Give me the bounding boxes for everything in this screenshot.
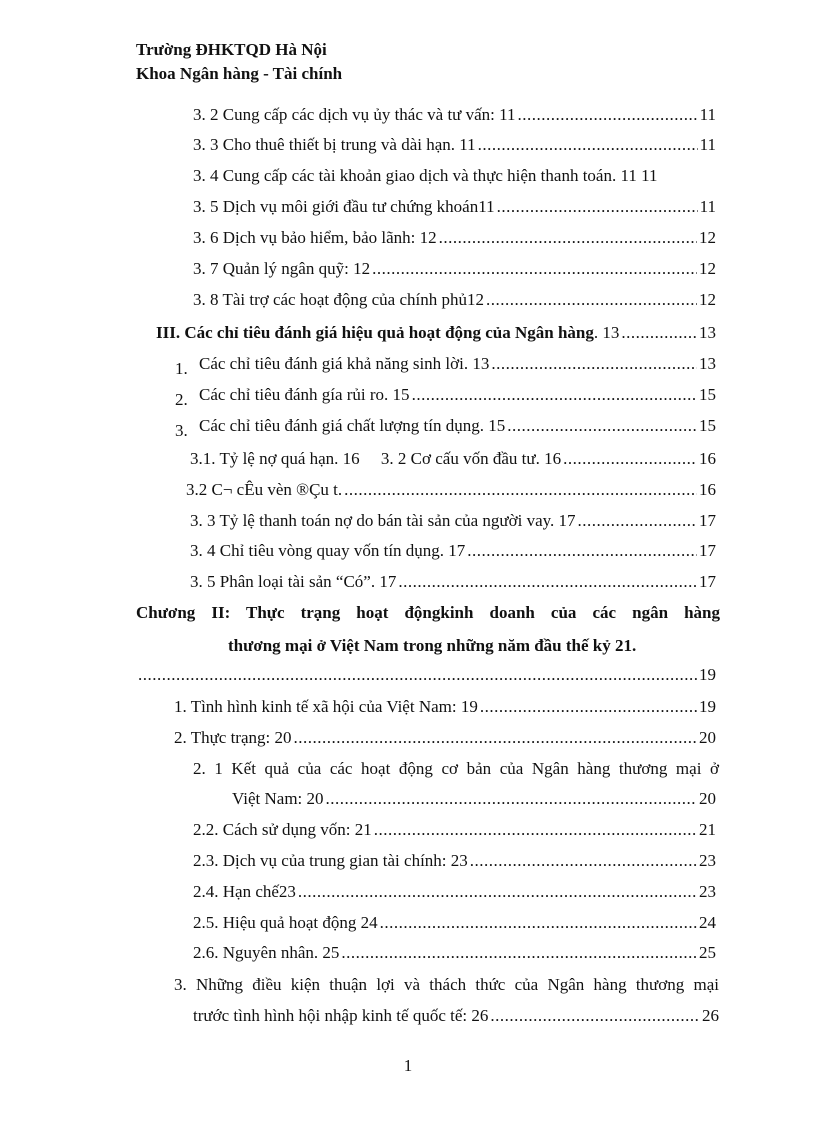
toc-entry-title: 2.6. Nguyên nhân. 25	[193, 943, 340, 962]
toc-entry[interactable]: 3. Những điều kiện thuận lợi và thách thức của Ngân hàng thương mại	[174, 975, 719, 994]
list-number: 2.	[175, 390, 188, 409]
toc-entry-page: 19	[699, 697, 716, 716]
toc-entry[interactable]	[190, 570, 716, 594]
toc-entry[interactable]	[193, 195, 716, 219]
toc-entry-page: 17	[699, 541, 716, 560]
toc-entry-page: 17	[699, 572, 716, 591]
toc-dot-leader	[470, 849, 697, 873]
toc-dot-leader	[326, 787, 697, 811]
toc-entry-page: 24	[699, 913, 716, 932]
toc-entry[interactable]	[193, 103, 716, 127]
toc-entry[interactable]: 3. 4 Cung cấp các tài khoản giao dịch và thực hiện thanh toán. 11 11	[193, 166, 658, 185]
list-number: 1.	[175, 359, 188, 378]
toc-entry-title: 2.5. Hiệu quả hoạt động 24	[193, 913, 378, 932]
toc-entry-title: 3. 2 Cung cấp các dịch vụ ủy thác và tư vấn: 11	[193, 105, 516, 124]
toc-entry-title: Các chỉ tiêu đánh giá khả năng sinh lời. 13	[199, 354, 490, 373]
header-school: Trường ĐHKTQD Hà Nội	[136, 40, 327, 59]
toc-entry-page: 26	[702, 1006, 719, 1025]
toc-entry-page: 11	[699, 105, 716, 124]
toc-entry[interactable]	[193, 133, 716, 157]
toc-entry-title: 3. 5 Phân loại tài sản “Có”. 17	[190, 572, 397, 591]
toc-entry-page: 25	[699, 943, 716, 962]
toc-entry-title: Việt Nam: 20	[232, 789, 324, 808]
toc-entry-cont[interactable]	[232, 787, 716, 811]
toc-dot-leader	[497, 195, 698, 219]
toc-entry[interactable]	[193, 818, 716, 842]
toc-entry[interactable]	[193, 911, 716, 935]
toc-entry[interactable]	[199, 383, 716, 407]
toc-dot-leader	[507, 414, 697, 438]
toc-dot-leader	[298, 880, 697, 904]
toc-entry[interactable]	[190, 539, 716, 563]
toc-entry-page: 12	[699, 290, 716, 309]
toc-dot-leader	[490, 1004, 700, 1028]
toc-entry[interactable]: 2. 1 Kết quả của các hoạt động cơ bản của Ngân hàng thương mại ở	[193, 759, 719, 778]
toc-entry-page: 12	[699, 259, 716, 278]
toc-entry[interactable]	[174, 726, 716, 750]
toc-entry-title: 3. 4 Chỉ tiêu vòng quay vốn tín dụng. 17	[190, 541, 466, 560]
page-number: 1	[403, 1056, 413, 1075]
toc-entry-title: 3. 6 Dịch vụ bảo hiểm, bảo lãnh: 12	[193, 228, 437, 247]
toc-dot-leader	[294, 726, 698, 750]
toc-entry[interactable]	[193, 849, 716, 873]
toc-entry-title: 3.1. Tỷ lệ nợ quá hạn. 16 3. 2 Cơ cấu vốn đầu tư. 16	[190, 449, 562, 468]
toc-entry-page: 15	[699, 416, 716, 435]
list-number: 3.	[175, 421, 188, 440]
toc-entry-title: 3. 5 Dịch vụ môi giới đầu tư chứng khoán11	[193, 197, 495, 216]
toc-entry-page: 20	[699, 728, 716, 747]
toc-entry-title: 3. 3 Cho thuê thiết bị trung và dài hạn. 11	[193, 135, 476, 154]
toc-dot-leader	[372, 257, 697, 281]
toc-dot-leader	[344, 478, 697, 502]
toc-entry-title: 2.4. Hạn chế23	[193, 882, 296, 901]
toc-dot-leader	[621, 321, 697, 345]
toc-entry[interactable]	[136, 663, 716, 687]
toc-entry-page: 12	[699, 228, 716, 247]
toc-entry[interactable]	[190, 447, 716, 471]
toc-entry[interactable]	[199, 352, 716, 376]
toc-dot-leader	[380, 911, 697, 935]
toc-dot-leader	[486, 288, 697, 312]
toc-entry[interactable]	[193, 257, 716, 281]
toc-dot-leader	[578, 509, 697, 533]
toc-entry-title: 3. 8 Tài trợ các hoạt động của chính phủ12	[193, 290, 484, 309]
toc-entry-tail: . 13	[593, 323, 620, 342]
toc-dot-leader	[374, 818, 697, 842]
toc-dot-leader	[491, 352, 697, 376]
toc-entry-page: 17	[699, 511, 716, 530]
toc-entry-title: trước tình hình hội nhập kinh tế quốc tế: 26	[193, 1006, 489, 1025]
toc-entry-page: 13	[699, 323, 716, 342]
toc-dot-leader	[412, 383, 697, 407]
toc-entry-page: 11	[699, 135, 716, 154]
toc-entry-page: 15	[699, 385, 716, 404]
toc-entry-title: 3. 7 Quản lý ngân quỹ: 12	[193, 259, 371, 278]
toc-entry-page: 23	[699, 851, 716, 870]
toc-dot-leader	[439, 226, 697, 250]
toc-entry-title: 3. 3 Tỷ lệ thanh toán nợ do bán tài sản của người vay. 17	[190, 511, 576, 530]
toc-entry-page: 21	[699, 820, 716, 839]
toc-entry-title: 2. Thực trạng: 20	[174, 728, 292, 747]
toc-entry-page: 16	[699, 449, 716, 468]
toc-entry[interactable]	[186, 478, 716, 502]
toc-entry[interactable]	[199, 414, 716, 438]
toc-entry-page: 13	[699, 354, 716, 373]
toc-chapter-heading-cont: thương mại ở Việt Nam trong những năm đầu thế kỷ 21.	[228, 636, 637, 655]
toc-entry[interactable]	[193, 226, 716, 250]
toc-entry[interactable]	[193, 880, 716, 904]
toc-dot-leader	[518, 103, 698, 127]
toc-entry-page: 16	[699, 480, 716, 499]
toc-entry-title: 3.2 C¬ cÊu vèn ®Çu t.	[186, 480, 343, 499]
toc-dot-leader	[480, 695, 697, 719]
toc-dot-leader	[467, 539, 697, 563]
toc-entry-page: 20	[699, 789, 716, 808]
toc-entry-title: Các chỉ tiêu đánh giá chất lượng tín dụng. 15	[199, 416, 506, 435]
toc-entry-cont[interactable]	[193, 1004, 719, 1028]
toc-dot-leader	[341, 941, 697, 965]
toc-entry[interactable]	[190, 509, 716, 533]
toc-section-heading[interactable]	[156, 321, 716, 345]
toc-entry-title: 2.3. Dịch vụ của trung gian tài chính: 23	[193, 851, 468, 870]
toc-entry[interactable]	[193, 288, 716, 312]
toc-entry[interactable]	[193, 941, 716, 965]
toc-dot-leader	[138, 663, 697, 687]
toc-chapter-heading[interactable]: Chương II: Thực trạng hoạt độngkinh doanh của các ngân hàng	[136, 603, 720, 622]
toc-entry-page: 23	[699, 882, 716, 901]
toc-entry-title: 1. Tình hình kinh tế xã hội của Việt Nam: 19	[174, 697, 478, 716]
toc-dot-leader	[563, 447, 697, 471]
header-faculty: Khoa Ngân hàng - Tài chính	[136, 64, 343, 83]
toc-entry-title: 2.2. Cách sử dụng vốn: 21	[193, 820, 372, 839]
toc-entry-title: Các chỉ tiêu đánh gía rủi ro. 15	[199, 385, 410, 404]
toc-entry-title: III. Các chỉ tiêu đánh giá hiệu quả hoạt động của Ngân hàng	[156, 323, 594, 342]
toc-entry-page: 19	[699, 665, 716, 684]
toc-entry[interactable]	[174, 695, 716, 719]
toc-entry-page: 11	[699, 197, 716, 216]
toc-dot-leader	[398, 570, 697, 594]
toc-dot-leader	[478, 133, 698, 157]
